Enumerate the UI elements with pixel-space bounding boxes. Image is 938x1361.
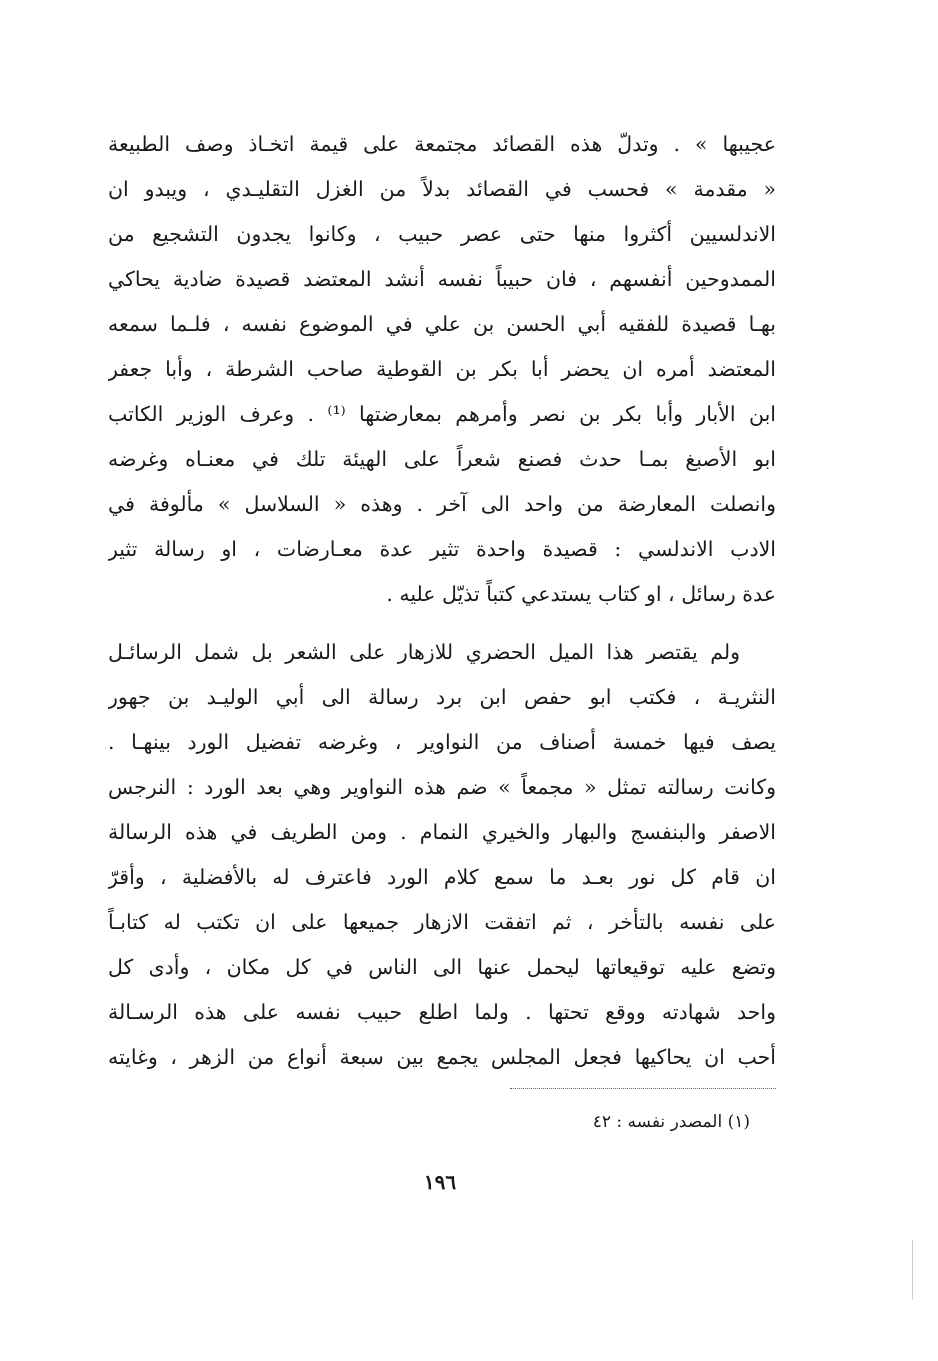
text-line: واحد شهادته ووقع تحتها . ولما اطلع حبيب نفسه على هذه الرسـالة [108, 1000, 776, 1024]
text-line: على نفسه بالتأخر ، ثم اتفقت الازهار جميعها على ان تكتب له كتابـاً [108, 910, 776, 934]
footnote-divider [510, 1088, 776, 1089]
text-line: عجيبها » . وتدلّ هذه القصائد مجتمعة على قيمة اتخـاذ وصف الطبيعة [108, 132, 776, 156]
text-line: أحب ان يحاكيها فجعل المجلس يجمع بين سبعة أنواع من الزهر ، وغايته [108, 1045, 776, 1069]
text-line: الاندلسيين أكثروا منها حتى عصر حبيب ، وكانوا يجدون التشجيع من [108, 222, 776, 246]
text-line: ولم يقتصر هذا الميل الحضري للازهار على الشعر بل شمل الرسائـل [108, 640, 740, 664]
paragraph-1 [108, 122, 776, 617]
text-line: الادب الاندلسي : قصيدة واحدة تثير عدة معـارضات ، او رسالة تثير [108, 537, 776, 561]
text-line: وكانت رسالته تمثل « مجمعاً » ضم هذه النواوير وهي بعد الورد : النرجس [108, 775, 776, 799]
text-line: الاصفر والبنفسج والبهار والخيري النمام . ومن الطريف في هذه الرسالة [108, 820, 776, 844]
text-line: وانصلت المعارضة من واحد الى آخر . وهذه « السلاسل » مألوفة في [108, 492, 776, 516]
paragraph-2 [108, 630, 776, 1080]
text-line: « مقدمة » فحسب في القصائد بدلاً من الغزل التقليـدي ، ويبدو ان [108, 177, 776, 201]
text-line: ابن الأبار وأبا بكر بن نصر وأمرهم بمعارضتها ⁽¹⁾ . وعرف الوزير الكاتب [108, 402, 776, 426]
text-line: الممدوحين أنفسهم ، فان حبيباً نفسه أنشد المعتضد قصيدة ضادية يحاكي [108, 267, 776, 291]
footnote: (١) المصدر نفسه : ٤٢ [592, 1112, 750, 1132]
text-line: عدة رسائل ، او كتاب يستدعي كتباً تذيّل عليه . [386, 582, 776, 606]
text-line: ان قام كل نور بعـد ما سمع كلام الورد فاعترف له بالأفضلية ، وأقرّ [108, 865, 776, 889]
scan-edge-mark [912, 1240, 913, 1300]
text-line: النثريـة ، فكتب ابو حفص ابن برد رسالة الى أبي الوليـد بن جهور [108, 685, 776, 709]
text-line: بهـا قصيدة للفقيه أبي الحسن بن علي في الموضوع نفسه ، فلـما سمعه [108, 312, 776, 336]
text-line: يصف فيها خمسة أصناف من النواوير ، وغرضه تفضيل الورد بينهـا . [108, 730, 776, 754]
text-line: وتضع عليه توقيعاتها ليحمل عنها الى الناس في كل مكان ، وأدى كل [108, 955, 776, 979]
text-line: المعتضد أمره ان يحضر أبا بكر بن القوطية صاحب الشرطة ، وأبا جعفر [108, 357, 776, 381]
page-number: ١٩٦ [423, 1170, 457, 1194]
text-line: ابو الأصبغ بمـا حدث فصنع شعراً على الهيئة تلك في معنـاه وغرضه [108, 447, 776, 471]
